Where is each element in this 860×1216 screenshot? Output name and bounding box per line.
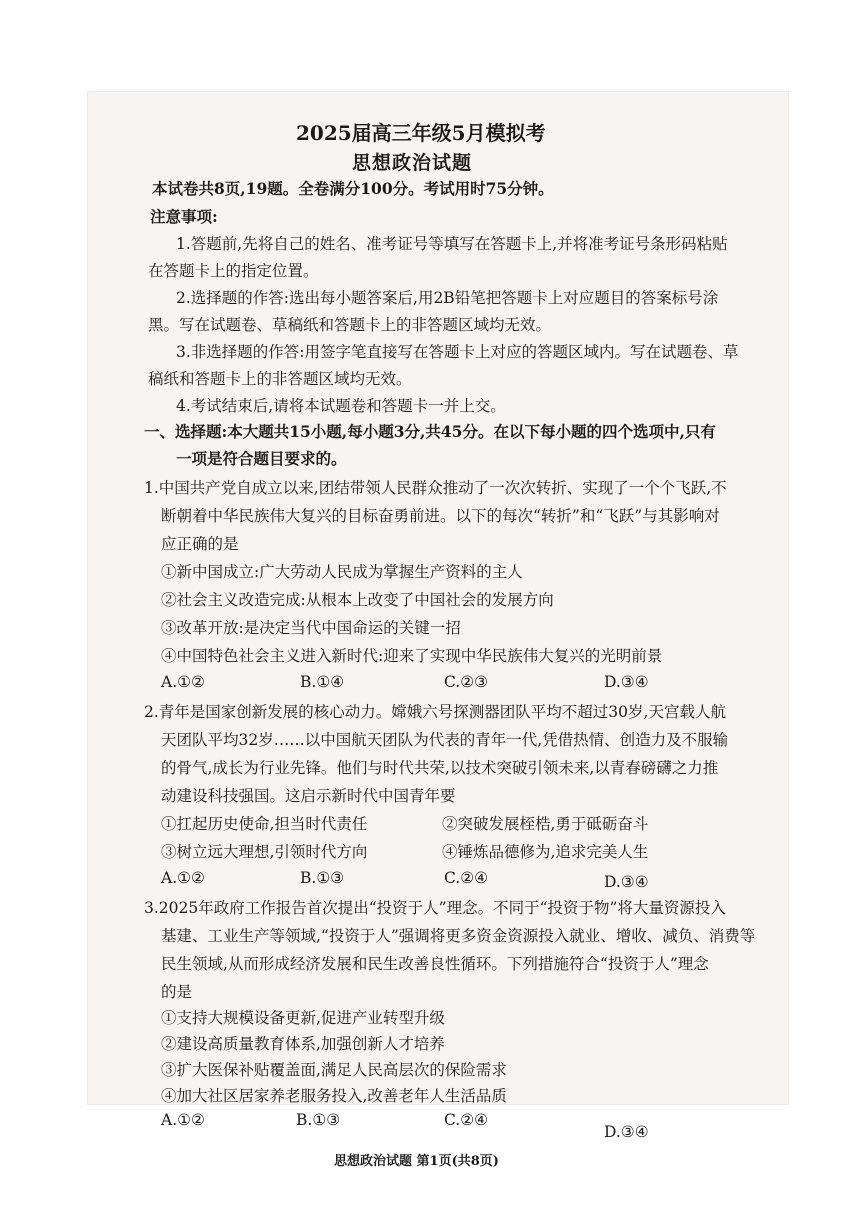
- q3-option-c[interactable]: C.②④: [444, 1111, 489, 1129]
- q3-item-1: ①支持大规模设备更新,促进产业转型升级: [161, 1009, 445, 1027]
- q2-stem-3: 的骨气,成长为行业先锋。他们与时代共荣,以技术突破引领未来,以青春磅礴之力推: [161, 759, 719, 777]
- q3-option-d[interactable]: D.③④: [604, 1123, 649, 1141]
- q1-item-1: ①新中国成立:广大劳动人民成为掌握生产资料的主人: [161, 563, 523, 581]
- q2-stem: 2.青年是国家创新发展的核心动力。嫦娥六号探测器团队平均不超过30岁,天宫载人航: [144, 703, 726, 721]
- q2-item-1: ①扛起历史使命,担当时代责任: [161, 815, 368, 833]
- q1-option-d[interactable]: D.③④: [604, 673, 649, 691]
- section-heading: 一、选择题:本大题共15小题,每小题3分,共45分。在以下每小题的四个选项中,只有: [144, 422, 716, 441]
- q1-item-3: ③改革开放:是决定当代中国命运的关键一招: [161, 619, 461, 637]
- q2-item-3: ③树立远大理想,引领时代方向: [161, 843, 368, 861]
- q1-stem: 1.中国共产党自成立以来,团结带领人民群众推动了一次次转折、实现了一个个飞跃,不: [144, 479, 727, 497]
- q1-option-c[interactable]: C.②③: [444, 673, 489, 691]
- q1-stem-2: 断朝着中华民族伟大复兴的目标奋勇前进。以下的每次“转折”和“飞跃”与其影响对: [161, 507, 720, 525]
- note-1-cont: 在答题卡上的指定位置。: [148, 262, 319, 280]
- notes-heading: 注意事项:: [150, 207, 218, 226]
- q2-item-2: ②突破发展桎梏,勇于砥砺奋斗: [442, 815, 649, 833]
- q1-item-2: ②社会主义改造完成:从根本上改变了中国社会的发展方向: [161, 591, 554, 609]
- q1-item-4: ④中国特色社会主义进入新时代:迎来了实现中华民族伟大复兴的光明前景: [161, 647, 663, 665]
- q3-option-a[interactable]: A.①②: [161, 1111, 205, 1129]
- note-2: 2.选择题的作答:选出每小题答案后,用2B铅笔把答题卡上对应题目的答案标号涂: [176, 289, 719, 307]
- note-2-cont: 黑。写在试题卷、草稿纸和答题卡上的非答题区域均无效。: [148, 316, 552, 334]
- q1-option-b[interactable]: B.①④: [300, 673, 345, 691]
- note-4: 4.考试结束后,请将本试题卷和答题卡一并上交。: [176, 397, 506, 415]
- exam-title: 2025届高三年级5月模拟考: [296, 121, 546, 145]
- note-3-cont: 稿纸和答题卡上的非答题区域均无效。: [148, 370, 412, 388]
- section-heading-cont: 一项是符合题目要求的。: [176, 449, 347, 468]
- note-3: 3.非选择题的作答:用签字笔直接写在答题卡上对应的答题区域内。写在试题卷、草: [176, 343, 739, 361]
- q3-item-4: ④加大社区居家养老服务投入,改善老年人生活品质: [161, 1087, 507, 1105]
- note-1: 1.答题前,先将自己的姓名、准考证号等填写在答题卡上,并将准考证号条形码粘贴: [176, 235, 728, 253]
- q3-stem-4: 的是: [161, 983, 193, 1001]
- q2-option-d[interactable]: D.③④: [604, 873, 649, 891]
- q2-option-c[interactable]: C.②④: [444, 869, 489, 887]
- q3-stem: 3.2025年政府工作报告首次提出“投资于人”理念。不同于“投资于物”将大量资源投入: [144, 899, 726, 917]
- q2-stem-2: 天团队平均32岁……以中国航天团队为代表的青年一代,凭借热情、创造力及不服输: [161, 731, 729, 749]
- q1-option-a[interactable]: A.①②: [161, 673, 205, 691]
- q3-item-2: ②建设高质量教育体系,加强创新人才培养: [161, 1035, 445, 1053]
- q1-stem-3: 应正确的是: [161, 535, 239, 553]
- exam-summary: 本试卷共8页,19题。全卷满分100分。考试用时75分钟。: [152, 179, 554, 198]
- q3-stem-3: 民生领域,从而形成经济发展和民生改善良性循环。下列措施符合“投资于人”理念: [161, 955, 709, 973]
- q3-stem-2: 基建、工业生产等领域,“投资于人”强调将更多资金资源投入就业、增收、减负、消费等: [161, 927, 756, 945]
- q3-item-3: ③扩大医保补贴覆盖面,满足人民高层次的保险需求: [161, 1061, 507, 1079]
- q2-option-b[interactable]: B.①③: [300, 869, 345, 887]
- q2-stem-4: 动建设科技强国。这启示新时代中国青年要: [161, 787, 456, 805]
- page-footer: 思想政治试题 第1页(共8页): [334, 1154, 499, 1169]
- q2-item-4: ④锤炼品德修为,追求完美人生: [442, 843, 649, 861]
- exam-subtitle: 思想政治试题: [352, 152, 473, 174]
- q2-option-a[interactable]: A.①②: [161, 869, 205, 887]
- q3-option-b[interactable]: B.①③: [296, 1111, 341, 1129]
